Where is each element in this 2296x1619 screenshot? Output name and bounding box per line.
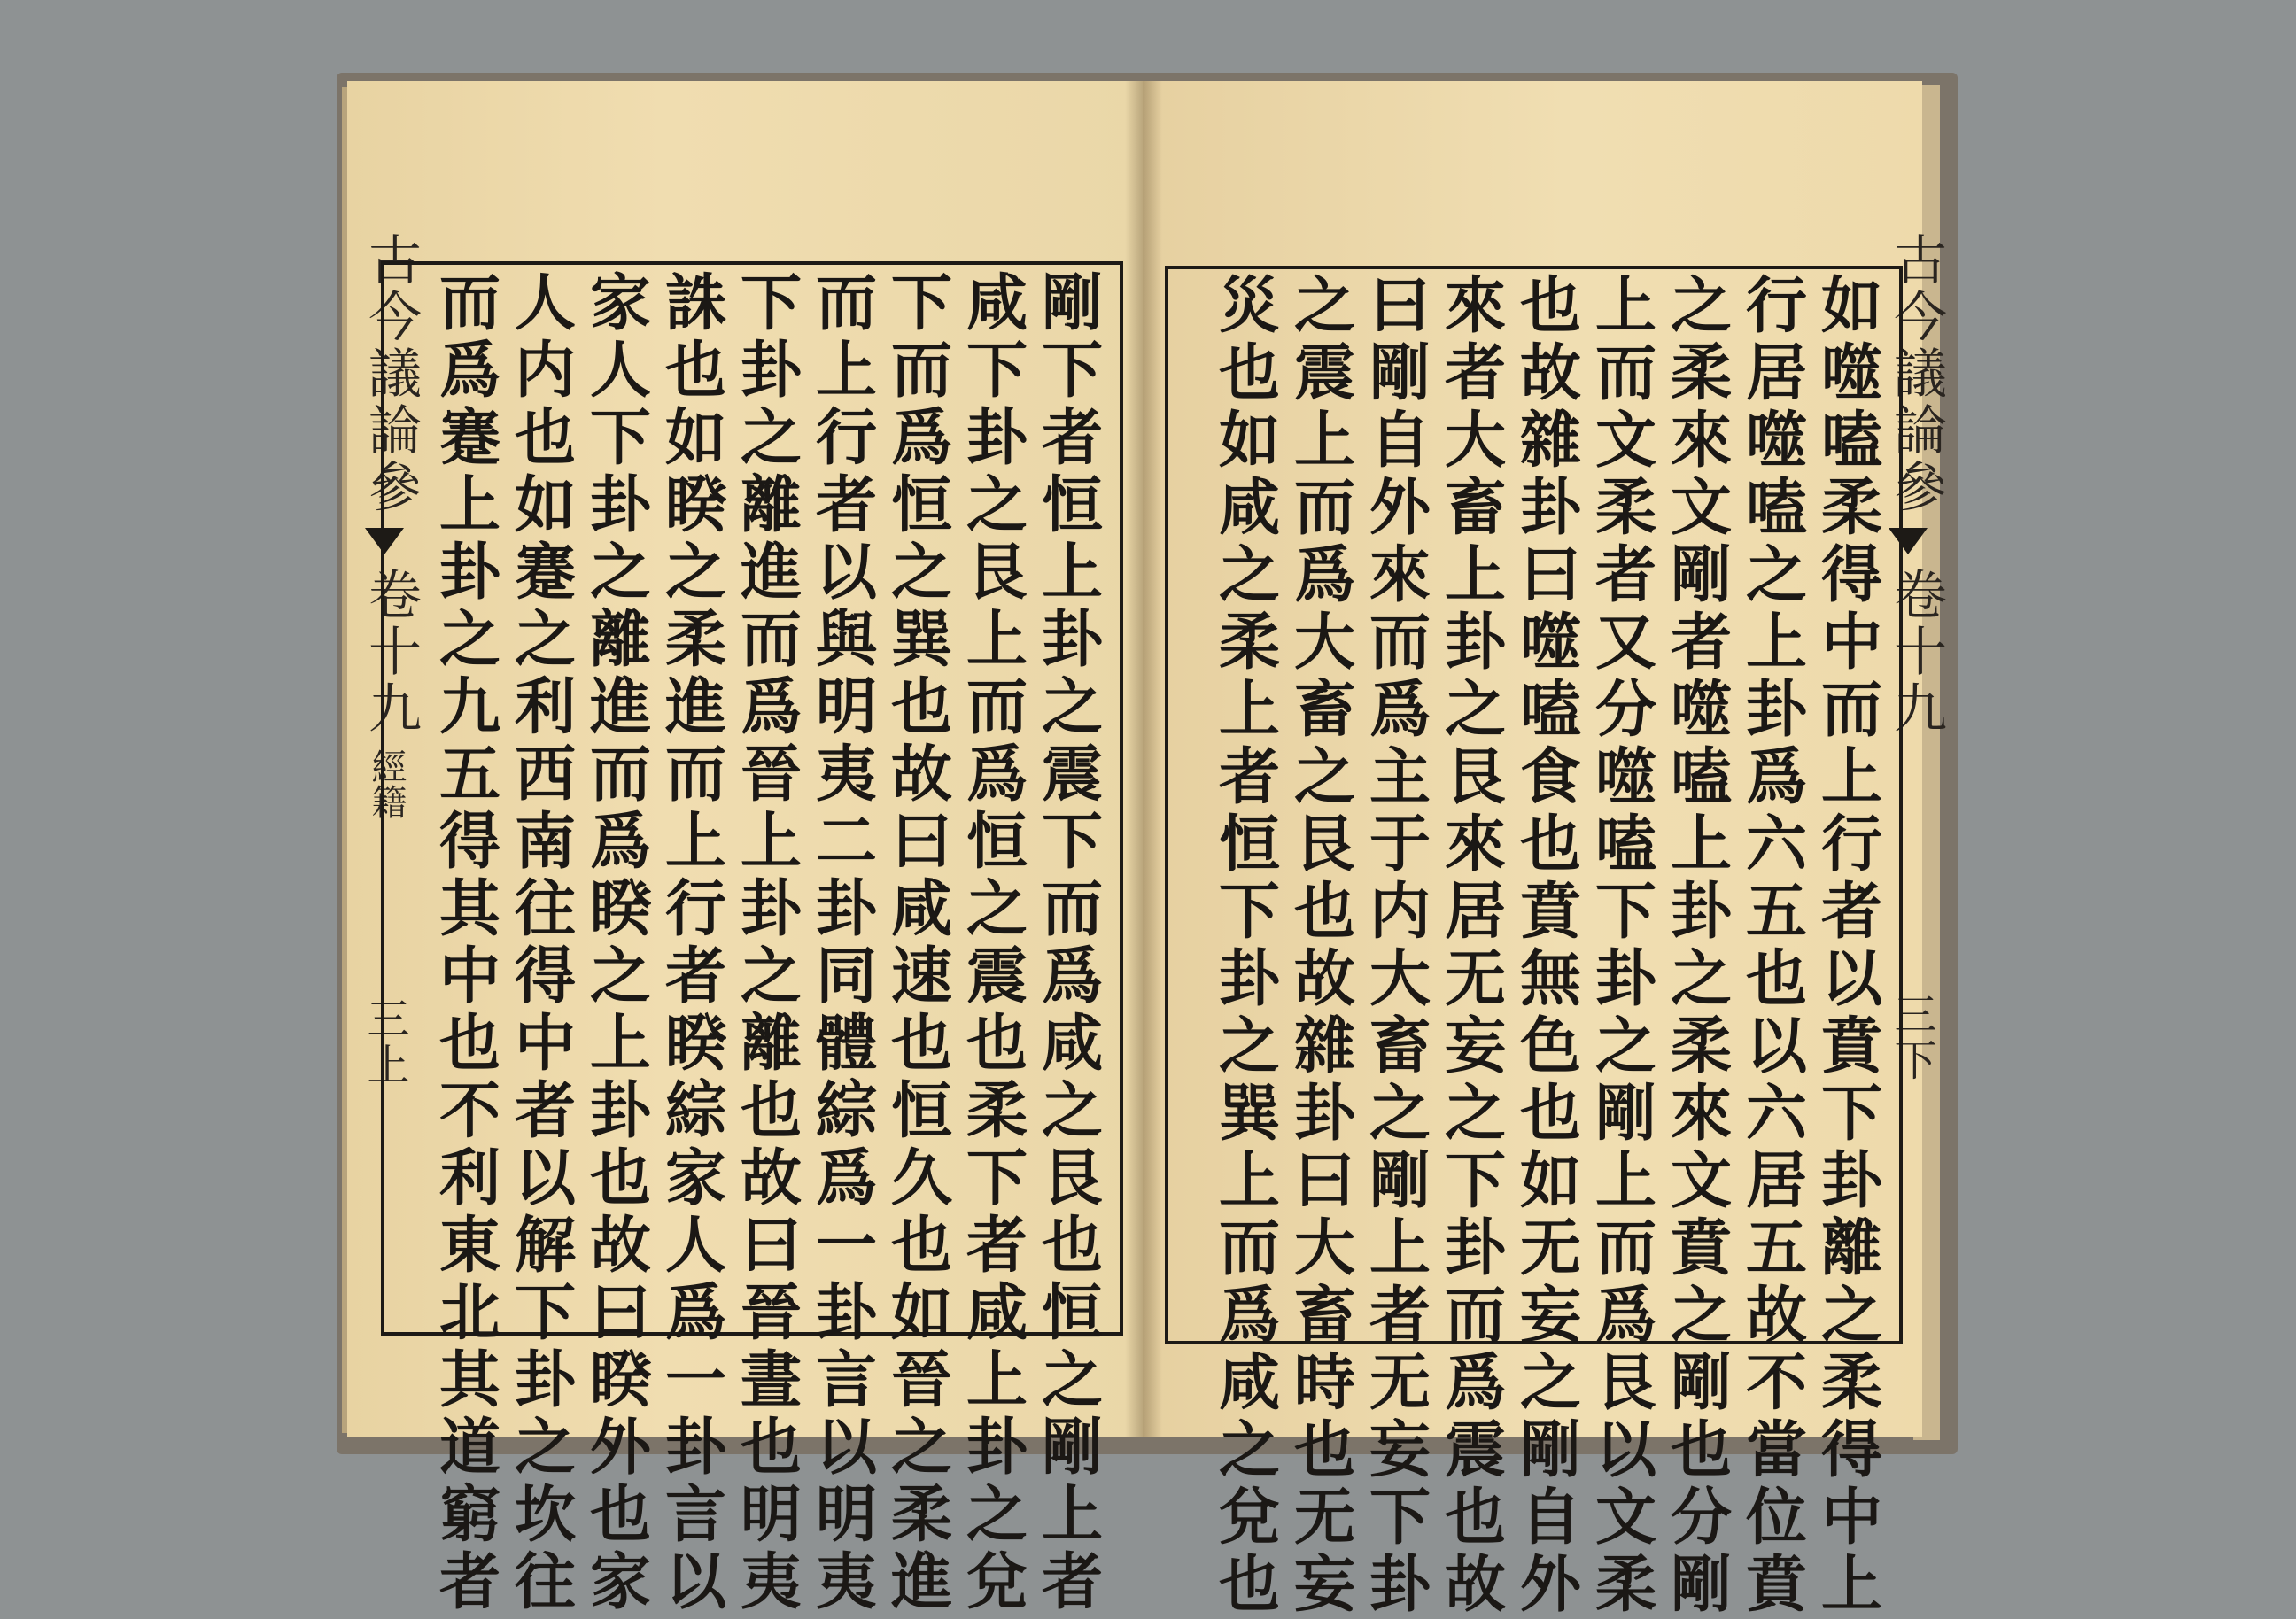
left-col-4: 而上行者以與明夷二卦同體綜爲一卦言以明夷 (805, 270, 877, 1616)
left-col-9: 而爲蹇上卦之九五得其中也不利東北其道窮者 (429, 270, 500, 1616)
left-col-6: 誅也如睽之柔進而上行者睽綜家人爲一卦言以 (655, 270, 726, 1616)
right-col-2: 行居噬嗑之上卦爲六五也以六居五故不當位賁 (1735, 273, 1807, 1619)
left-col-1: 剛下者恒上卦之震下而爲咸之艮也恒之剛上者 (1031, 270, 1103, 1616)
right-col-4: 上而文柔者又分噬嗑下卦之剛上而爲艮以文柔 (1585, 273, 1656, 1619)
left-banxin-section: 經籍 (366, 748, 407, 819)
right-col-9: 災也如咸之柔上者恒下卦之巽上而爲咸之兌也 (1208, 273, 1280, 1619)
left-col-3: 下而爲恒之巽也故曰咸速也恒久也如晉之柔進 (880, 270, 952, 1616)
right-banxin-leaf: 三下 (1887, 992, 1936, 1084)
left-col-8: 人内也如蹇之利西南往得中者以解下卦之坎往 (504, 270, 576, 1616)
left-col-5: 下卦之離進而爲晉上卦之離也故曰晉晝也明夷 (730, 270, 802, 1616)
left-banxin-leaf: 三上 (360, 996, 409, 1088)
left-banxin-volume: 卷十九 (360, 567, 422, 737)
book-gutter (1125, 81, 1162, 1437)
left-col-2: 咸下卦之艮上而爲恒之震也柔下者咸上卦之兌 (956, 270, 1028, 1616)
right-col-7: 曰剛自外來而爲主于内大畜之剛上者无妄下卦 (1359, 273, 1431, 1619)
right-col-8: 之震上而爲大畜之艮也故雜卦曰大畜時也无妄 (1284, 273, 1355, 1619)
right-col-6: 來者大畜上卦之艮來居无妄之下卦而爲震也故 (1434, 273, 1506, 1619)
right-banxin-title: 古今議論參 (1885, 232, 1947, 515)
right-banxin-volume: 卷十九 (1885, 567, 1947, 737)
right-col-1: 如噬嗑柔得中而上行者以賁下卦離之柔得中上 (1811, 273, 1882, 1619)
left-col-7: 家人下卦之離進而爲睽之上卦也故曰睽外也家 (579, 270, 651, 1616)
left-banxin-title: 古今議論參 (360, 232, 422, 515)
right-col-3: 之柔來文剛者噬嗑上卦之柔來文賁之剛也分剛 (1660, 273, 1732, 1619)
right-col-5: 也故雜卦曰噬嗑食也賁無色也如无妄之剛自外 (1509, 273, 1581, 1619)
